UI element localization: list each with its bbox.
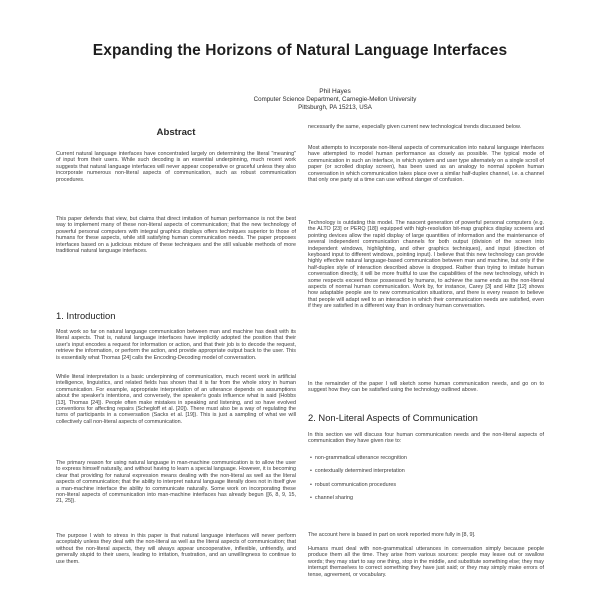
author-affiliation (215, 96, 455, 111)
paper-title: Expanding the Horizons of Natural Language Interfaces (92, 42, 508, 59)
section-2-note: The account here is based in part on work reported more fully in [8, 9]. (308, 532, 476, 538)
right-paragraph-1: Most attempts to incorporate non-literal aspects of communication into natural language interfaces have attempted to model human performance as closely as possible. The typical mode of communication in such an interface, in which system and user type alternately on a single scroll of paper (or scrolled display screen), has been used as an analogy to normal spoken human conversation in which communication takes place over a similar half-duplex channel, i.e. a channel that only one party at a time can use without danger of confusion. (308, 145, 544, 184)
section-2-paragraph: Humans must deal with non-grammatical utterances in conversation simply because people produce them all the time. They arise from various sources: people may leave out or swallow words; they may start to say one thing, stop in the middle, and substitute something else; they may interrupt themselves to correct something they have just said; or they may simply make errors of tense, agreement, or vocabulary. (308, 546, 544, 578)
right-paragraph-3: In the remainder of the paper I will sketch some human communication needs, and go on to suggest how they can be satisfied using the technology outlined above. (308, 381, 544, 394)
affiliation-line-1: Computer Science Department, Carnegie-Mellon University (253, 96, 417, 103)
affiliation-line-2: Pittsburgh, PA 15213, USA (298, 103, 372, 111)
list-item: • robust communication procedures (310, 482, 540, 488)
list-item: • channel sharing (310, 495, 540, 501)
intro-paragraph-3: The primary reason for using natural language in man-machine communication is to allow the user to express himself naturally, and without having to learn a special language. However, it is becoming clear that providing for natural expression means dealing with the non-literal as well as the literal aspects of communication; that the ability to interpret natural language literally does not in itself give a man-machine interface the ability to communicate naturally. Some work on incorporating these non-literal aspects of communication into man-machine interfaces has already begun ([6, 8, 9, 15, 21, 25]). (56, 460, 296, 505)
abstract-paragraph-1: Current natural language interfaces have concentrated largely on determining the literal "meaning" of input from their users. While such decoding is an essential underpinning, much recent work suggests that natural language interfaces will never appear cooperative or graceful unless they also incorporate numerous non-literal aspects of communication, such as robust communication procedures. (56, 151, 296, 183)
intro-paragraph-1: Most work so far on natural language communication between man and machine has dealt with its literal aspects. That is, natural language interfaces have implicitly adopted the position that their user's input encodes a request for information or action, and that their job is to decode the request, retrieve the information, or perform the action, and provide appropriate output back to the user. This is essentially what Thomas [24] calls the Encoding-Decoding model of conversation. (56, 329, 296, 361)
section-2-intro: In this section we will discuss four human communication needs and the non-literal aspects of communication they have given rise to: (308, 432, 544, 445)
intro-paragraph-4: The purpose I wish to stress in this paper is that natural language interfaces will never perform acceptably unless they deal with the non-literal as well as the literal aspects of communication; that without the non-literal aspects, they will always appear uncooperative, inflexible, unfriendly, and generally stupid to their users, leading to irritation, frustration, and an unwillingness to continue to use them. (56, 533, 296, 565)
author-name: Phil Hayes (319, 88, 351, 95)
communication-needs-list (310, 455, 540, 509)
abstract-paragraph-2: This paper defends that view, but claims that direct imitation of human performance is not the best way to implement many of these non-literal aspects of communication; that the new technology of powerful personal computers with integral graphics displays offers techniques superior to those of humans for these aspects, while still satisfying human communication needs. The paper proposes interfaces based on a judicious mixture of these techniques and the still valuable methods of more traditional natural language interfaces. (56, 216, 296, 255)
intro-paragraph-2: While literal interpretation is a basic underpinning of communication, much recent work in artificial intelligence, linguistics, and related fields has shown that it is far from the whole story in human communication. For example, appropriate interpretation of an utterance depends on assumptions about the speaker's intentions, and conversely, the speaker's goals influence what is said (Hobbs [13], Thomas [24]). People often make mistakes in speaking and listening, and so have evolved conventions for affecting repairs (Schegloff et al. [20]). There must also be a way of regulating the turns of participants in a conversation (Sacks et al. [19]). This is just a sampling of what we will collectively call non-literal aspects of communication. (56, 374, 296, 425)
section-1-heading: 1. Introduction (56, 310, 116, 321)
list-item: • non-grammatical utterance recognition (310, 455, 540, 461)
right-paragraph-2: Technology is outdating this model. The nascent generation of powerful personal computers (e.g. the ALTO [23] or PERQ [18]) equipped with high-resolution bit-map graphics display screens and pointing devices allow the rapid display of large quantities of information and the maintenance of several independent communication channels for both output (division of the screen into independent windows, highlighting, and other graphics techniques), and input (direction of keyboard input to different windows, pointing input). I believe that this new technology can provide highly effective natural language-based communication between man and machine, but only if the half-duplex style of interaction described above is dropped. Rather than trying to imitate human conversation directly, it will be more fruitful to use the capabilities of the new technology, which in some respects exceed those possessed by humans, to achieve the same ends as the non-literal aspects of normal human communication. Work by, for instance, Carey [3] and Hiltz [12] shows how adaptable people are to new communication situations, and there is every reason to believe that people will adapt well to an interaction in which their communication needs are satisfied, even if they are satisfied in a different way than in ordinary human conversation. (308, 220, 544, 310)
list-item: • contextually determined interpretation (310, 468, 540, 474)
section-2-heading: 2. Non-Literal Aspects of Communication (308, 412, 478, 423)
right-paragraph-continued: necessarily the same, especially given current new technological trends discussed below. (308, 124, 522, 130)
abstract-heading: Abstract (156, 127, 196, 138)
